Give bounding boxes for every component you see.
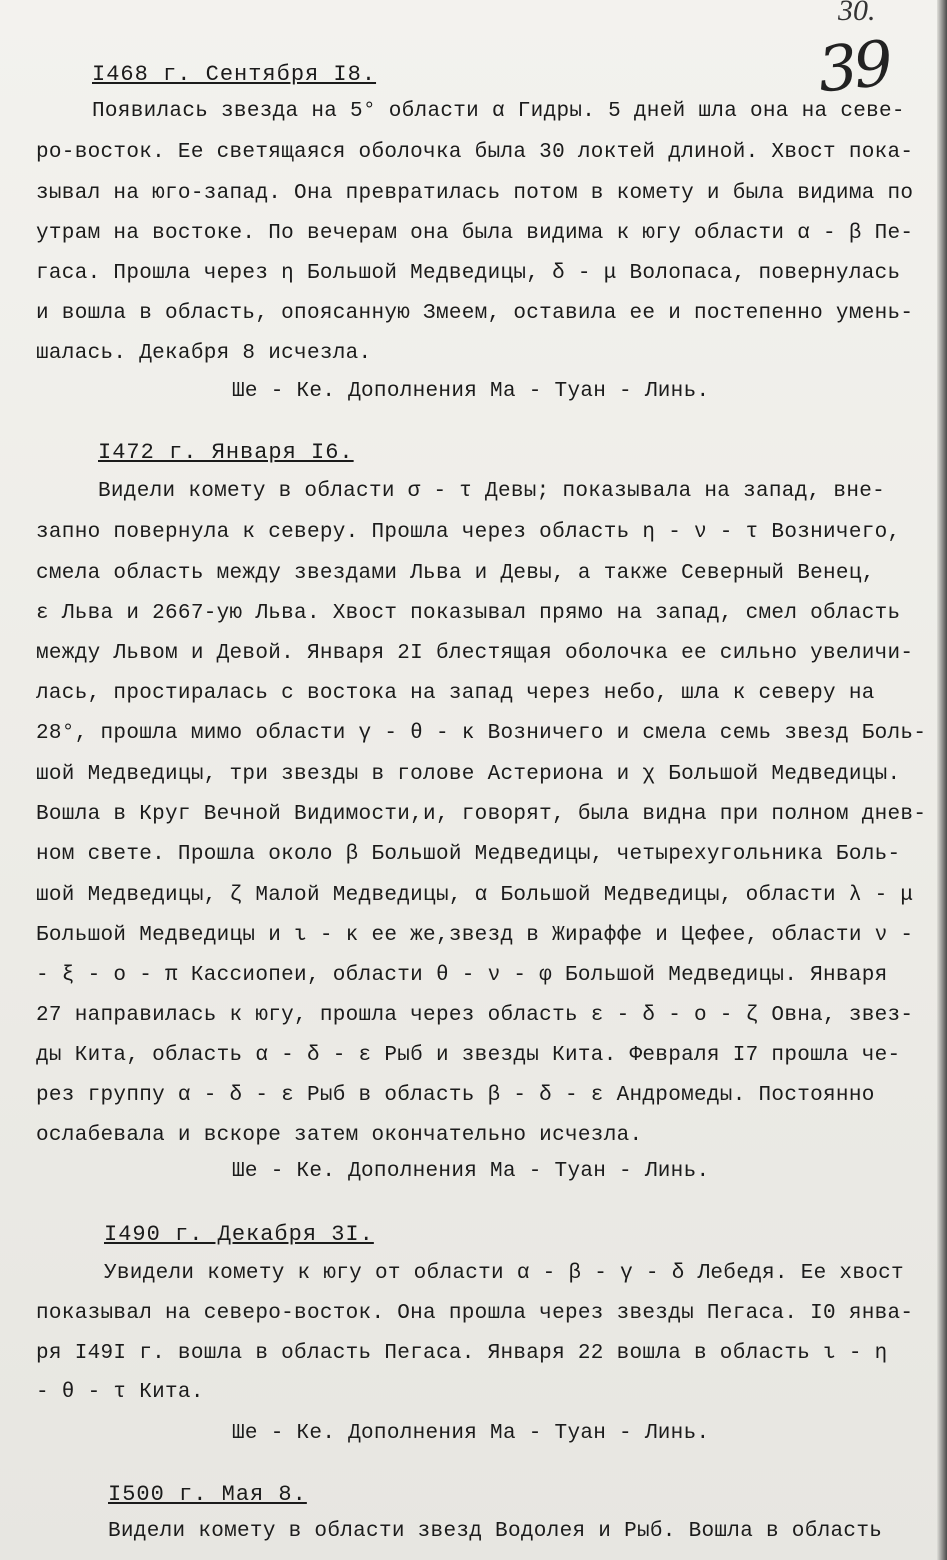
- entry-1472-line: ослабевала и вскоре затем окончательно исчезла.: [36, 1124, 643, 1147]
- entry-1468-line: и вошла в область, опоясанную Змеем, оставила ее и постепенно умень-: [36, 302, 914, 325]
- entry-1468-line: зывал на юго-запад. Она превратилась потом в комету и была видима по: [36, 182, 914, 205]
- entry-date-1490: I490 г. Декабря 3I.: [104, 1222, 374, 1247]
- entry-date-1468: I468 г. Сентября I8.: [92, 62, 377, 87]
- entry-1472-line: запно повернула к северу. Прошла через область η - ν - τ Возничего,: [36, 521, 901, 544]
- entry-1468-line: гаса. Прошла через η Большой Медведицы, δ - μ Волопаса, повернулась: [36, 262, 901, 285]
- entry-1472-line: смела область между звездами Льва и Девы, а также Северный Венец,: [36, 562, 875, 585]
- handwritten-folio-number: 39: [814, 26, 893, 107]
- entry-1490-source: Ше - Ке. Дополнения Ма - Туан - Линь.: [232, 1422, 710, 1445]
- entry-1472-line: шой Медведицы, ζ Малой Медведицы, α Большой Медведицы, области λ - μ: [36, 884, 914, 907]
- entry-1472-line: ды Кита, область α - δ - ε Рыб и звезды Кита. Февраля I7 прошла че-: [36, 1044, 901, 1067]
- entry-1472-source: Ше - Ке. Дополнения Ма - Туан - Линь.: [232, 1160, 710, 1183]
- entry-1500-line: Видели комету в области звезд Водолея и Рыб. Вошла в область: [108, 1520, 883, 1543]
- entry-1472-line: Видели комету в области σ - τ Девы; показывала на запад, вне-: [98, 480, 886, 503]
- entry-1490-line: ря I49I г. вошла в область Пегаса. Января 22 вошла в область ι - η: [36, 1342, 888, 1365]
- entry-1472-line: 28°, прошла мимо области γ - θ - κ Возничего и смела семь звезд Боль-: [36, 722, 927, 745]
- entry-1472-line: между Львом и Девой. Января 2I блестящая оболочка ее сильно увеличи-: [36, 642, 914, 665]
- entry-1490-line: показывал на северо-восток. Она прошла через звезды Пегаса. I0 янва-: [36, 1302, 914, 1325]
- entry-1468-line: Появилась звезда на 5° области α Гидры. 5 дней шла она на севе-: [92, 100, 905, 123]
- entry-1468-line: утрам на востоке. По вечерам она была видима к югу области α - β Пе-: [36, 222, 914, 245]
- entry-1472-line: шой Медведицы, три звезды в голове Астериона и χ Большой Медведицы.: [36, 763, 901, 786]
- entry-1472-line: рез группу α - δ - ε Рыб в область β - δ - ε Андромеды. Постоянно: [36, 1084, 875, 1107]
- entry-1468-source: Ше - Ке. Дополнения Ма - Туан - Линь.: [232, 380, 710, 403]
- entry-1472-line: лась, простиралась с востока на запад через небо, шла к северу на: [36, 682, 875, 705]
- entry-1490-line: Увидели комету к югу от области α - β - γ - δ Лебедя. Ее хвост: [104, 1262, 904, 1285]
- entry-1472-line: ε Льва и 2667-ую Льва. Хвост показывал прямо на запад, смел область: [36, 602, 901, 625]
- sheet-number: 30.: [838, 0, 876, 27]
- entry-1472-line: ном свете. Прошла около β Большой Медведицы, четырехугольника Боль-: [36, 843, 901, 866]
- entry-1490-line: - θ - τ Кита.: [36, 1381, 204, 1404]
- entry-1472-line: - ξ - ο - π Кассиопеи, области θ - ν - φ Большой Медведицы. Января: [36, 964, 888, 987]
- page-edge-shadow: [937, 0, 947, 1560]
- entry-date-1500: I500 г. Мая 8.: [108, 1482, 307, 1507]
- entry-date-1472: I472 г. Января I6.: [98, 440, 354, 465]
- entry-1472-line: Большой Медведицы и ι - κ ее же,звезд в Жираффе и Цефее, области ν -: [36, 924, 914, 947]
- entry-1468-line: ро-восток. Ее светящаяся оболочка была 30 локтей длиной. Хвост пока-: [36, 141, 914, 164]
- entry-1472-line: 27 направилась к югу, прошла через область ε - δ - ο - ζ Овна, звез-: [36, 1004, 914, 1027]
- entry-1468-line: шалась. Декабря 8 исчезла.: [36, 342, 372, 365]
- entry-1472-line: Вошла в Круг Вечной Видимости,и, говорят, была видна при полном днев-: [36, 803, 927, 826]
